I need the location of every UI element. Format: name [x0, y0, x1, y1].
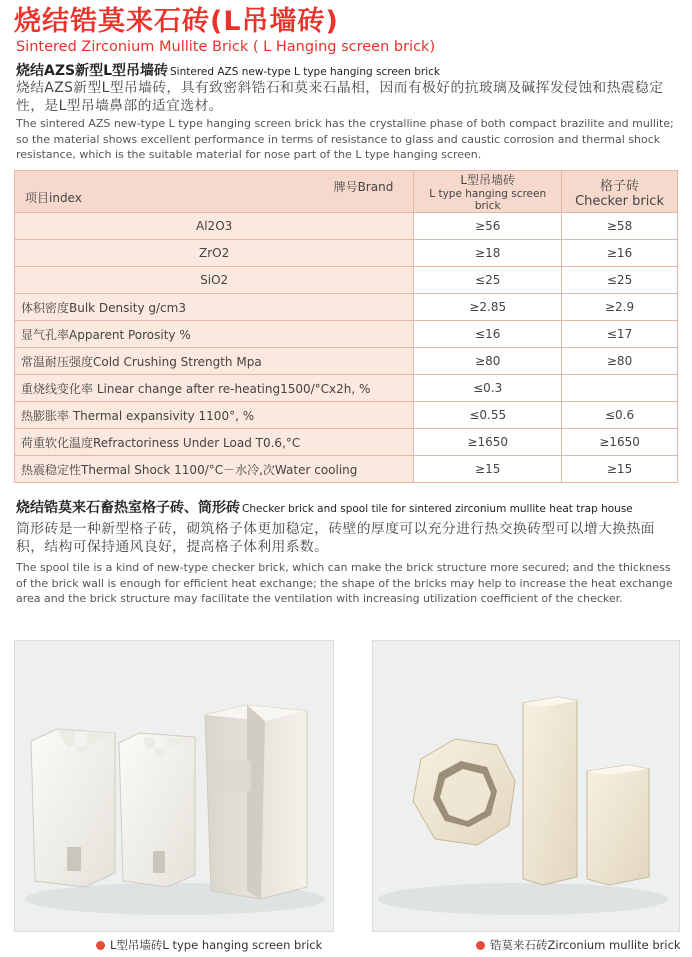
bullet-dot-icon — [476, 941, 485, 950]
row-label: 荷重软化温度Refractoriness Under Load T0.6,°C — [15, 429, 414, 456]
section2-heading-en: Checker brick and spool tile for sintered zirconium mullite heat trap house — [242, 503, 633, 515]
l-brick-illustration — [15, 641, 333, 931]
caption-right-text: 锆莫来石砖Zirconium mullite brick — [490, 938, 681, 952]
row-value-2: ≥16 — [562, 240, 678, 267]
row-label: ZrO2 — [15, 240, 414, 267]
row-value-2: ≥15 — [562, 456, 678, 483]
header-label-cell — [15, 171, 414, 213]
row-label: 常温耐压强度Cold Crushing Strength Mpa — [15, 348, 414, 375]
table-header-row — [15, 171, 678, 213]
row-value-2 — [562, 375, 678, 402]
col2-cn: 格子砖 — [600, 178, 640, 194]
row-label: 体积密度Bulk Density g/cm3 — [15, 294, 414, 321]
header-col1 — [414, 171, 562, 213]
table-row — [15, 375, 678, 402]
section2-text-en: The spool tile is a kind of new-type checker brick, which can make the brick structure more secured; and the thickness of the brick wall is enough for efficient heat exchange; the shape of the bricks may help to increase the heat exchange area and the brick structure may facilitate the ventilation with increasing utilization coefficient of the checker. — [16, 561, 673, 605]
zirconium-brick-illustration — [373, 641, 679, 931]
section2-heading — [16, 497, 633, 517]
row-value-2: ≤0.6 — [562, 402, 678, 429]
row-value-2: ≤17 — [562, 321, 678, 348]
table-row — [15, 267, 678, 294]
col1-cn: L型吊墙砖 — [460, 173, 516, 187]
row-value-1: ≥1650 — [414, 429, 562, 456]
col1-en: L type hanging screen brick — [429, 188, 547, 212]
section2-heading-cn: 烧结锆莫来石畜热室格子砖、筒形砖 — [16, 500, 240, 516]
row-value-1: ≥18 — [414, 240, 562, 267]
row-value-1: ≤25 — [414, 267, 562, 294]
section1-text-cn: 烧结AZS新型L型吊墙砖，具有致密斜锆石和莫来石晶相，因而有极好的抗玻璃及碱挥发侵蚀和热震稳定性，是L型吊墙鼻部的适宜选材。 — [16, 80, 664, 114]
table-row — [15, 321, 678, 348]
row-value-2: ≥58 — [562, 213, 678, 240]
row-label: 热震稳定性Thermal Shock 1100/°C－水冷,次Water cooling — [15, 456, 414, 483]
col2-en: Checker brick — [575, 193, 664, 209]
table-row — [15, 402, 678, 429]
table-row — [15, 213, 678, 240]
index-label: 项目index — [25, 190, 82, 205]
section1-heading-cn: 烧结AZS新型L型吊墙砖 — [16, 63, 168, 79]
table-row — [15, 429, 678, 456]
properties-table — [14, 170, 678, 483]
table-row — [15, 294, 678, 321]
row-label: 重烧线变化率 Linear change after re-heating1500/°Cx2h, % — [15, 375, 414, 402]
row-value-2: ≥1650 — [562, 429, 678, 456]
row-value-2: ≤25 — [562, 267, 678, 294]
page-subtitle: Sintered Zirconium Mullite Brick ( L Hanging screen brick) — [16, 39, 436, 55]
row-value-1: ≤0.3 — [414, 375, 562, 402]
table-row — [15, 348, 678, 375]
section1-heading — [16, 60, 440, 80]
row-value-1: ≥80 — [414, 348, 562, 375]
row-label: 热膨胀率 Thermal expansivity 1100°, % — [15, 402, 414, 429]
row-label: 显气孔率Apparent Porosity % — [15, 321, 414, 348]
caption-right — [476, 937, 681, 953]
l-brick-photo — [14, 640, 334, 932]
bullet-dot-icon — [96, 941, 105, 950]
header-col2 — [562, 171, 678, 213]
table-row — [15, 240, 678, 267]
caption-left-text: L型吊墙砖L type hanging screen brick — [110, 938, 323, 952]
zirconium-mullite-photo — [372, 640, 680, 932]
row-value-2: ≥80 — [562, 348, 678, 375]
caption-left — [96, 937, 322, 953]
row-value-2: ≥2.9 — [562, 294, 678, 321]
row-value-1: ≤16 — [414, 321, 562, 348]
row-label: SiO2 — [15, 267, 414, 294]
row-label: Al2O3 — [15, 213, 414, 240]
page-title: 烧结锆莫来石砖(L吊墙砖) — [14, 6, 339, 37]
brand-label: 牌号Brand — [333, 179, 394, 194]
section1-text-en: The sintered AZS new-type L type hanging screen brick has the crystalline phase of both compact brazilite and mullite; so the material shows excellent performance in terms of resistance to glass and caustic corrosion and thermal shock resistance, which is the suitable material for nose part of the L type hanging screen. — [16, 117, 674, 161]
section1-heading-en: Sintered AZS new-type L type hanging screen brick — [170, 66, 440, 78]
row-value-1: ≥15 — [414, 456, 562, 483]
row-value-1: ≥56 — [414, 213, 562, 240]
section2-text-cn: 筒形砖是一种新型格子砖，砌筑格子体更加稳定，砖壁的厚度可以充分进行热交换砖型可以增大换热面积，结构可保持通风良好，提高格子体利用系数。 — [16, 521, 655, 555]
row-value-1: ≥2.85 — [414, 294, 562, 321]
table-row — [15, 456, 678, 483]
row-value-1: ≤0.55 — [414, 402, 562, 429]
